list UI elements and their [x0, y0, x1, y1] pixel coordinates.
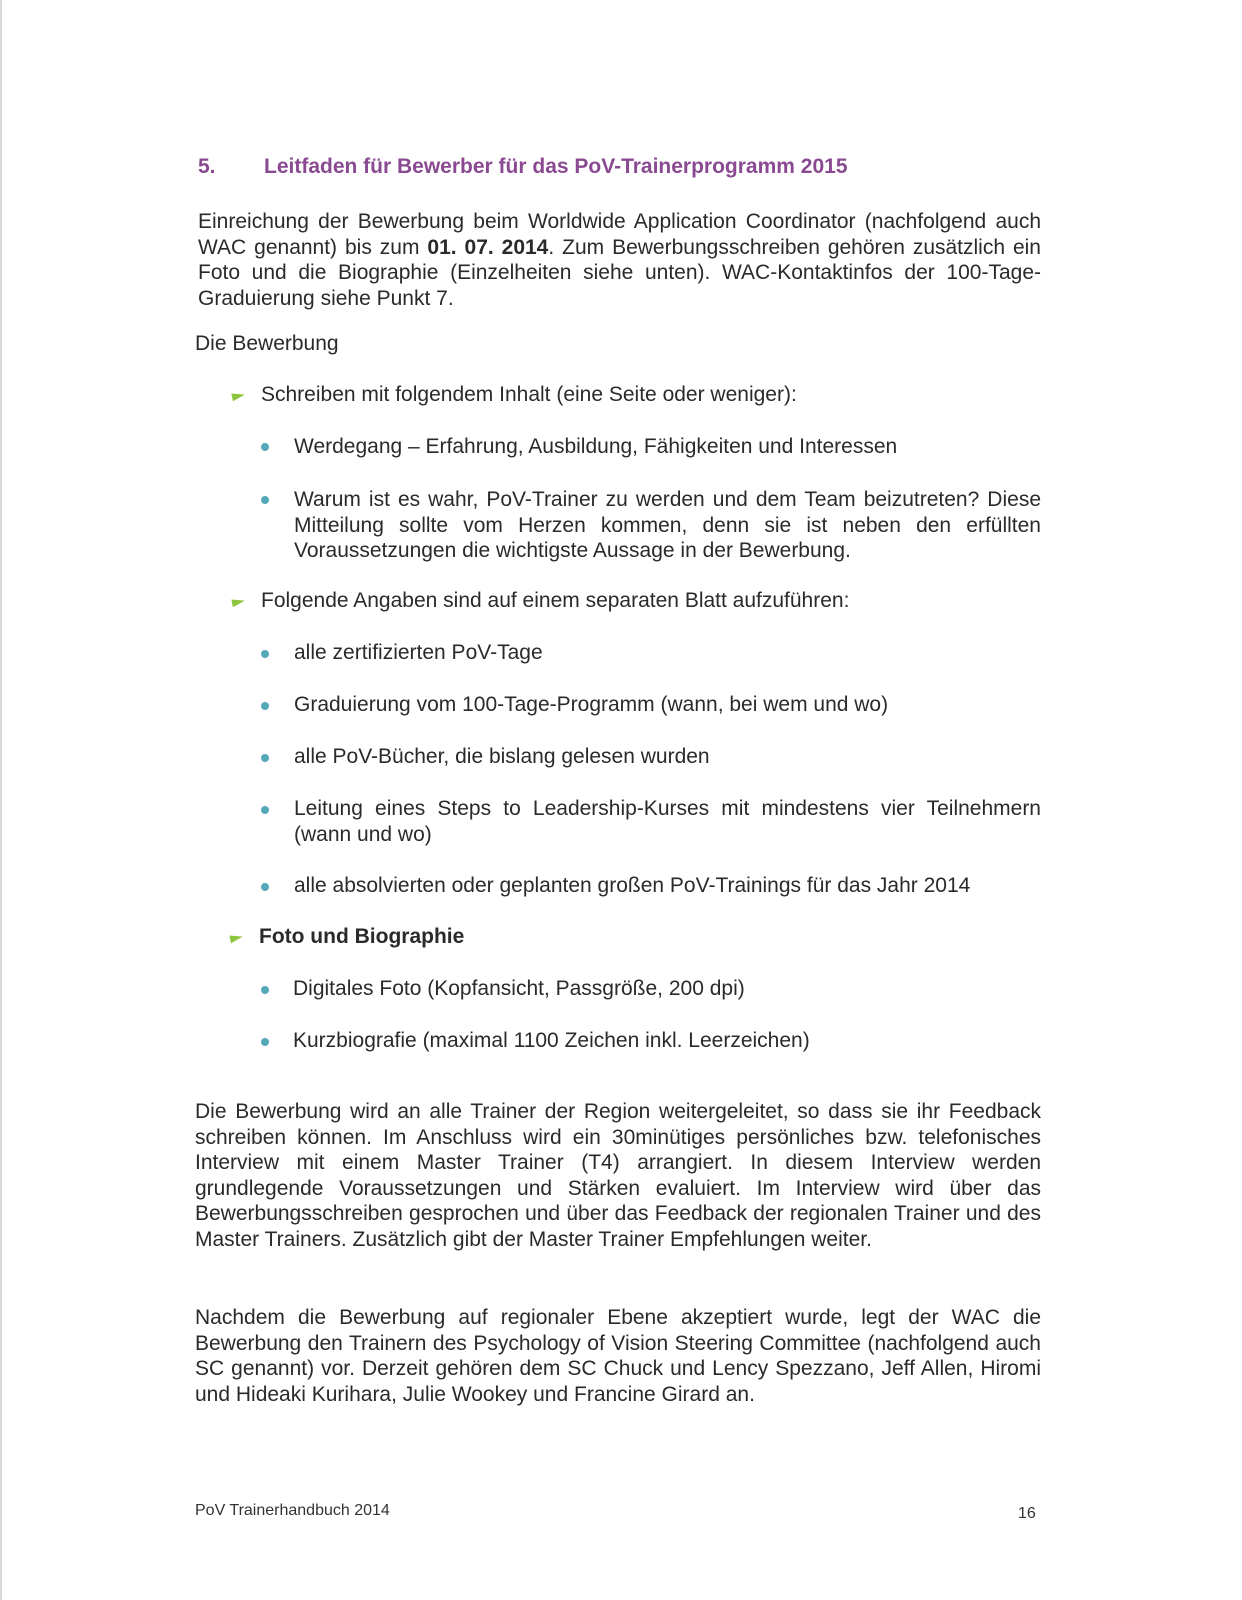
intro-text-end: . Zum Bewerbungsschreiben gehören zusätzlich ein Foto und die Biographie (Einzelheiten siehe unten). WAC-Kontaktinfos der 100-Tage-Graduierung siehe Punkt 7. — [198, 235, 1041, 310]
section-label-sheet: Folgende Angaben sind auf einem separaten Blatt aufzuführen: — [261, 589, 850, 612]
section-number: 5. — [198, 155, 216, 178]
arrow-bullet-icon — [231, 597, 245, 608]
list-item: Leitung eines Steps to Leadership-Kurses mit mindestens vier Teilnehmern (wann und wo) — [294, 797, 1041, 846]
dot-bullet-icon — [261, 883, 269, 891]
list-item: alle PoV-Bücher, die bislang gelesen wurden — [294, 745, 710, 768]
dot-bullet-icon — [261, 650, 269, 658]
list-item: alle absolvierten oder geplanten großen PoV-Trainings für das Jahr 2014 — [294, 874, 971, 897]
intro-text-start: Einreichung der Bewerbung beim Worldwide Application Coordinator (nachfolgend auch WAC genannt) bis zum — [198, 210, 1041, 259]
dot-bullet-icon — [261, 496, 269, 504]
list-item: Digitales Foto (Kopfansicht, Passgröße, 200 dpi) — [293, 977, 745, 1000]
dot-bullet-icon — [261, 986, 269, 994]
scan-edge — [0, 0, 2, 1600]
dot-bullet-icon — [261, 806, 269, 814]
footer-title: PoV Trainerhandbuch 2014 — [195, 1502, 390, 1519]
arrow-bullet-icon — [231, 391, 245, 402]
intro-paragraph — [198, 209, 1041, 311]
deadline-date: 01. 07. 2014 — [427, 235, 549, 259]
dot-bullet-icon — [261, 702, 269, 710]
list-item: Werdegang – Erfahrung, Ausbildung, Fähigkeiten und Interessen — [294, 435, 898, 458]
dot-bullet-icon — [261, 1038, 269, 1046]
section-heading — [198, 155, 848, 179]
feedback-paragraph: Die Bewerbung wird an alle Trainer der Region weitergeleitet, so dass sie ihr Feedback schreiben können. Im Anschluss wird ein 30minütiges persönliches bzw. telefonisches Interview mit einem Master Trainer (T4) arrangiert. In diesem Interview werden grundlegende Voraussetzungen und Stärken evaluiert. Im Interview wird über das Bewerbungsschreiben gesprochen und über das Feedback der regionalen Trainer und des Master Trainers. Zusätzlich gibt der Master Trainer Empfehlungen weiter. — [195, 1100, 1041, 1251]
list-item: alle zertifizierten PoV-Tage — [294, 641, 543, 664]
list-item: Warum ist es wahr, PoV-Trainer zu werden und dem Team beizutreten? Diese Mitteilung sollte vom Herzen kommen, denn sie ist neben den erfüllten Voraussetzungen die wichtigste Aussage in der Bewerbung. — [294, 488, 1041, 562]
arrow-bullet-icon — [229, 933, 243, 944]
page-number: 16 — [1018, 1505, 1036, 1522]
section-label-letter: Schreiben mit folgendem Inhalt (eine Seite oder weniger): — [261, 383, 797, 406]
dot-bullet-icon — [261, 754, 269, 762]
section-title: Leitfaden für Bewerber für das PoV-Trainerprogramm 2015 — [264, 155, 848, 178]
list-item: Kurzbiografie (maximal 1100 Zeichen inkl. Leerzeichen) — [293, 1029, 810, 1052]
subheading: Die Bewerbung — [195, 332, 339, 355]
dot-bullet-icon — [261, 443, 269, 451]
committee-paragraph: Nachdem die Bewerbung auf regionaler Ebene akzeptiert wurde, legt der WAC die Bewerbung den Trainern des Psychology of Vision Steering Committee (nachfolgend auch SC genannt) vor. Derzeit gehören dem SC Chuck und Lency Spezzano, Jeff Allen, Hiromi und Hideaki Kurihara, Julie Wookey und Francine Girard an. — [195, 1306, 1041, 1406]
list-item: Graduierung vom 100-Tage-Programm (wann, bei wem und wo) — [294, 693, 889, 716]
section-label-photo: Foto und Biographie — [259, 925, 465, 948]
